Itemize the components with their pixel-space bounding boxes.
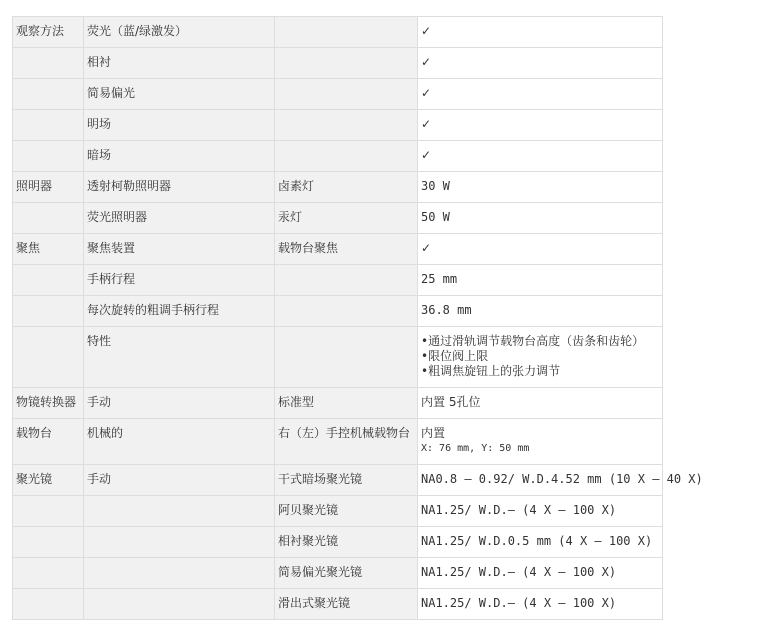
category-cell: 观察方法 xyxy=(13,17,84,48)
stage-value: 内置 xyxy=(421,426,446,440)
stage-travel: X: 76 mm, Y: 50 mm xyxy=(421,443,530,454)
spec-table xyxy=(12,16,703,620)
table-row xyxy=(13,172,663,203)
subitem-cell: 简易偏光聚光镜 xyxy=(275,558,418,589)
category-cell xyxy=(13,110,84,141)
category-cell xyxy=(13,141,84,172)
value-cell: NA0.8 – 0.92/ W.D.4.52 mm (10 X – 40 X) xyxy=(418,465,663,496)
item-cell: 特性 xyxy=(84,327,275,388)
category-cell xyxy=(13,79,84,110)
item-cell: 暗场 xyxy=(84,141,275,172)
subitem-cell: 相衬聚光镜 xyxy=(275,527,418,558)
category-cell: 聚焦 xyxy=(13,234,84,265)
value-cell: NA1.25/ W.D.0.5 mm (4 X – 100 X) xyxy=(418,527,663,558)
table-row xyxy=(13,203,663,234)
item-cell: 相衬 xyxy=(84,48,275,79)
subitem-cell: 干式暗场聚光镜 xyxy=(275,465,418,496)
item-cell xyxy=(84,527,275,558)
category-cell: 聚光镜 xyxy=(13,465,84,496)
subitem-cell: 卤素灯 xyxy=(275,172,418,203)
value-cell: ✓ xyxy=(418,110,663,141)
item-cell: 每次旋转的粗调手柄行程 xyxy=(84,296,275,327)
subitem-cell xyxy=(275,327,418,388)
subitem-cell: 右（左）手控机械载物台 xyxy=(275,419,418,465)
subitem-cell xyxy=(275,296,418,327)
value-cell: ✓ xyxy=(418,17,663,48)
item-cell xyxy=(84,558,275,589)
table-row xyxy=(13,48,663,79)
value-cell: 25 mm xyxy=(418,265,663,296)
item-cell: 手动 xyxy=(84,465,275,496)
category-cell xyxy=(13,296,84,327)
table-row xyxy=(13,327,663,388)
table-row xyxy=(13,465,663,496)
item-cell: 手动 xyxy=(84,388,275,419)
category-cell xyxy=(13,265,84,296)
table-row xyxy=(13,79,663,110)
subitem-cell: 标准型 xyxy=(275,388,418,419)
subitem-cell xyxy=(275,141,418,172)
value-cell xyxy=(418,419,663,465)
item-cell: 透射柯勒照明器 xyxy=(84,172,275,203)
subitem-cell xyxy=(275,110,418,141)
subitem-cell: 滑出式聚光镜 xyxy=(275,589,418,620)
value-cell: 30 W xyxy=(418,172,663,203)
category-cell xyxy=(13,203,84,234)
subitem-cell xyxy=(275,48,418,79)
category-cell: 照明器 xyxy=(13,172,84,203)
category-cell xyxy=(13,589,84,620)
value-cell: ✓ xyxy=(418,48,663,79)
item-cell: 荧光（蓝/绿激发） xyxy=(84,17,275,48)
item-cell: 简易偏光 xyxy=(84,79,275,110)
value-cell: 内置 5孔位 xyxy=(418,388,663,419)
table-row xyxy=(13,141,663,172)
item-cell: 荧光照明器 xyxy=(84,203,275,234)
value-cell: ✓ xyxy=(418,141,663,172)
value-cell: NA1.25/ W.D.– (4 X – 100 X) xyxy=(418,589,663,620)
table-row xyxy=(13,589,663,620)
category-cell: 载物台 xyxy=(13,419,84,465)
category-cell xyxy=(13,48,84,79)
table-row xyxy=(13,17,663,48)
table-row xyxy=(13,265,663,296)
item-cell: 手柄行程 xyxy=(84,265,275,296)
table-row xyxy=(13,527,663,558)
table-row xyxy=(13,419,663,465)
category-cell xyxy=(13,558,84,589)
category-cell xyxy=(13,527,84,558)
item-cell: 机械的 xyxy=(84,419,275,465)
subitem-cell xyxy=(275,265,418,296)
category-cell xyxy=(13,327,84,388)
table-row xyxy=(13,496,663,527)
table-row xyxy=(13,110,663,141)
subitem-cell: 汞灯 xyxy=(275,203,418,234)
feature-line: •限位阀上限 xyxy=(421,349,489,363)
feature-line: •粗调焦旋钮上的张力调节 xyxy=(421,364,561,378)
subitem-cell: 阿贝聚光镜 xyxy=(275,496,418,527)
subitem-cell: 载物台聚焦 xyxy=(275,234,418,265)
item-cell: 聚焦装置 xyxy=(84,234,275,265)
item-cell: 明场 xyxy=(84,110,275,141)
value-cell: 50 W xyxy=(418,203,663,234)
table-row xyxy=(13,234,663,265)
table-row xyxy=(13,558,663,589)
category-cell xyxy=(13,496,84,527)
feature-line: •通过滑轨调节载物台高度（齿条和齿轮） xyxy=(421,334,645,348)
table-row xyxy=(13,296,663,327)
value-cell: ✓ xyxy=(418,234,663,265)
value-cell: NA1.25/ W.D.– (4 X – 100 X) xyxy=(418,496,663,527)
item-cell xyxy=(84,589,275,620)
subitem-cell xyxy=(275,79,418,110)
value-cell xyxy=(418,327,663,388)
value-cell: NA1.25/ W.D.– (4 X – 100 X) xyxy=(418,558,663,589)
subitem-cell xyxy=(275,17,418,48)
item-cell xyxy=(84,496,275,527)
category-cell: 物镜转换器 xyxy=(13,388,84,419)
value-cell: ✓ xyxy=(418,79,663,110)
value-cell: 36.8 mm xyxy=(418,296,663,327)
table-row xyxy=(13,388,663,419)
